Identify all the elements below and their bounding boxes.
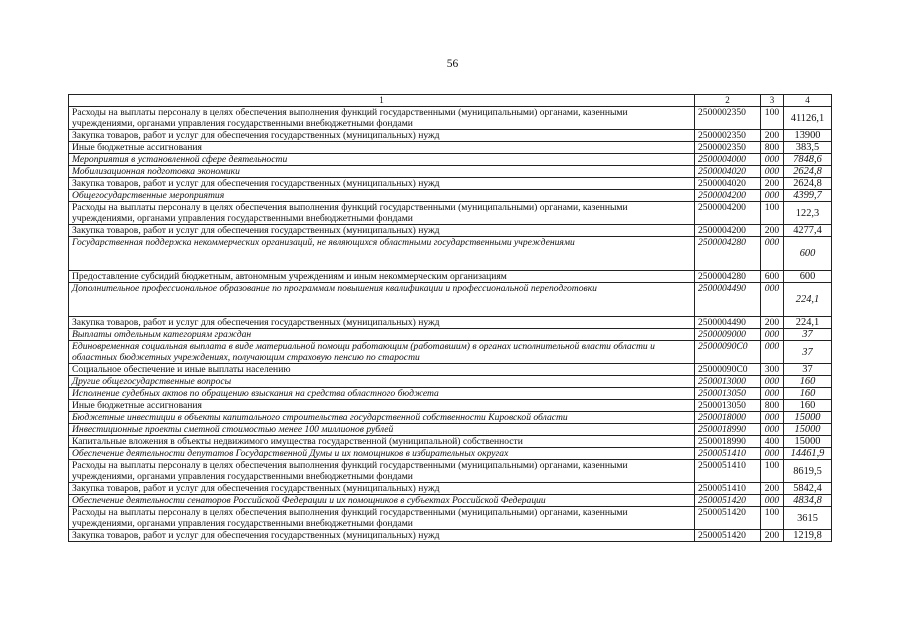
row-amount-cell: 600 xyxy=(784,271,832,283)
table-row xyxy=(69,166,832,178)
row-type-cell: 200 xyxy=(761,178,784,190)
table-row xyxy=(69,178,832,190)
row-type-cell: 000 xyxy=(761,388,784,400)
row-name-cell: Обеспечение деятельности депутатов Государственной Думы и их помощников в избирательных округах xyxy=(69,448,695,460)
table-row xyxy=(69,283,832,317)
row-name-cell: Закупка товаров, работ и услуг для обеспечения государственных (муниципальных) нужд xyxy=(69,530,695,542)
row-type-cell: 100 xyxy=(761,107,784,130)
header-cell-amount: 4 xyxy=(784,95,832,107)
header-cell-code: 2 xyxy=(695,95,761,107)
table-row xyxy=(69,190,832,202)
row-code-cell: 25000090С0 xyxy=(695,364,761,376)
page-number: 56 xyxy=(446,58,459,70)
row-code-cell: 2500009000 xyxy=(695,329,761,341)
table-row xyxy=(69,364,832,376)
row-type-cell: 800 xyxy=(761,142,784,154)
row-type-cell: 100 xyxy=(761,202,784,225)
row-amount-cell: 37 xyxy=(784,329,832,341)
row-name-cell: Закупка товаров, работ и услуг для обеспечения государственных (муниципальных) нужд xyxy=(69,483,695,495)
row-amount-cell: 2624,8 xyxy=(784,166,832,178)
row-type-cell: 200 xyxy=(761,225,784,237)
row-type-cell: 000 xyxy=(761,448,784,460)
row-amount-cell: 15000 xyxy=(784,436,832,448)
table-row xyxy=(69,237,832,271)
header-cell-type: 3 xyxy=(761,95,784,107)
row-type-cell: 000 xyxy=(761,412,784,424)
row-name-cell: Социальное обеспечение и иные выплаты населению xyxy=(69,364,695,376)
row-type-cell: 000 xyxy=(761,154,784,166)
row-name-cell: Обеспечение деятельности сенаторов Российской Федерации и их помощников в субъектах Российской Федерации xyxy=(69,495,695,507)
row-amount-cell: 160 xyxy=(784,376,832,388)
row-type-cell: 000 xyxy=(761,237,784,271)
table-row xyxy=(69,202,832,225)
row-name-cell: Другие общегосударственные вопросы xyxy=(69,376,695,388)
row-name-cell: Иные бюджетные ассигнования xyxy=(69,400,695,412)
row-name-cell: Общегосударственные мероприятия xyxy=(69,190,695,202)
table-row xyxy=(69,460,832,483)
table-row xyxy=(69,483,832,495)
row-amount-cell: 4399,7 xyxy=(784,190,832,202)
row-name-cell: Исполнение судебных актов по обращению взыскания на средства областного бюджета xyxy=(69,388,695,400)
row-name-cell: Выплаты отдельным категориям граждан xyxy=(69,329,695,341)
row-amount-cell: 4834,8 xyxy=(784,495,832,507)
row-type-cell: 000 xyxy=(761,329,784,341)
table-row xyxy=(69,142,832,154)
row-code-cell: 2500004200 xyxy=(695,190,761,202)
row-amount-cell: 37 xyxy=(784,364,832,376)
row-amount-cell: 224,1 xyxy=(784,283,832,317)
row-amount-cell: 15000 xyxy=(784,412,832,424)
row-code-cell: 2500002350 xyxy=(695,142,761,154)
table-row xyxy=(69,130,832,142)
row-type-cell: 000 xyxy=(761,424,784,436)
row-amount-cell: 7848,6 xyxy=(784,154,832,166)
row-code-cell: 2500002350 xyxy=(695,130,761,142)
row-code-cell: 2500004490 xyxy=(695,283,761,317)
budget-table xyxy=(68,94,832,542)
row-amount-cell: 14461,9 xyxy=(784,448,832,460)
table-row xyxy=(69,495,832,507)
table-row xyxy=(69,436,832,448)
row-amount-cell: 600 xyxy=(784,237,832,271)
row-name-cell: Дополнительное профессиональное образование по программам повышения квалификации и профессиональной переподготовки xyxy=(69,283,695,317)
table-row xyxy=(69,400,832,412)
row-name-cell: Закупка товаров, работ и услуг для обеспечения государственных (муниципальных) нужд xyxy=(69,225,695,237)
row-type-cell: 200 xyxy=(761,317,784,329)
row-name-cell: Государственная поддержка некоммерческих организаций, не являющихся областными государственными учреждениями xyxy=(69,237,695,271)
table-row xyxy=(69,154,832,166)
row-name-cell: Иные бюджетные ассигнования xyxy=(69,142,695,154)
row-type-cell: 300 xyxy=(761,364,784,376)
row-type-cell: 400 xyxy=(761,436,784,448)
row-amount-cell: 224,1 xyxy=(784,317,832,329)
row-code-cell: 2500051420 xyxy=(695,495,761,507)
row-amount-cell: 5842,4 xyxy=(784,483,832,495)
row-amount-cell: 8619,5 xyxy=(784,460,832,483)
row-type-cell: 000 xyxy=(761,166,784,178)
table-row xyxy=(69,530,832,542)
row-code-cell: 2500051420 xyxy=(695,530,761,542)
row-name-cell: Закупка товаров, работ и услуг для обеспечения государственных (муниципальных) нужд xyxy=(69,317,695,329)
row-code-cell: 2500004280 xyxy=(695,271,761,283)
header-cell-name: 1 xyxy=(69,95,695,107)
row-name-cell: Единовременная социальная выплата в виде материальной помощи работающим (работавшим) в органах исполнительной власти области и областных бюджетных учреждениях, получающим страховую пенсию по старости xyxy=(69,341,695,364)
row-amount-cell: 13900 xyxy=(784,130,832,142)
row-amount-cell: 3615 xyxy=(784,507,832,530)
row-name-cell: Капитальные вложения в объекты недвижимого имущества государственной (муниципальной) собственности xyxy=(69,436,695,448)
row-code-cell: 2500013000 xyxy=(695,376,761,388)
row-code-cell: 2500004200 xyxy=(695,202,761,225)
row-name-cell: Бюджетные инвестиции в объекты капитального строительства государственной собственности Кировской области xyxy=(69,412,695,424)
row-amount-cell: 4277,4 xyxy=(784,225,832,237)
row-code-cell: 2500004200 xyxy=(695,225,761,237)
table-row xyxy=(69,317,832,329)
table-row xyxy=(69,507,832,530)
row-type-cell: 000 xyxy=(761,495,784,507)
row-amount-cell: 383,5 xyxy=(784,142,832,154)
row-type-cell: 200 xyxy=(761,483,784,495)
row-code-cell: 2500004280 xyxy=(695,237,761,271)
row-name-cell: Закупка товаров, работ и услуг для обеспечения государственных (муниципальных) нужд xyxy=(69,130,695,142)
row-code-cell: 2500018990 xyxy=(695,424,761,436)
row-name-cell: Расходы на выплаты персоналу в целях обеспечения выполнения функций государственными (муниципальными) органами, казенными учреждениями, органами управления государственными внебюджетными фондами xyxy=(69,202,695,225)
row-type-cell: 100 xyxy=(761,460,784,483)
row-amount-cell: 160 xyxy=(784,400,832,412)
row-type-cell: 000 xyxy=(761,283,784,317)
row-type-cell: 200 xyxy=(761,530,784,542)
table-row xyxy=(69,107,832,130)
table-body xyxy=(69,107,832,542)
table-row xyxy=(69,412,832,424)
row-amount-cell: 15000 xyxy=(784,424,832,436)
row-code-cell: 2500018000 xyxy=(695,412,761,424)
row-code-cell: 2500051420 xyxy=(695,507,761,530)
row-name-cell: Расходы на выплаты персоналу в целях обеспечения выполнения функций государственными (муниципальными) органами, казенными учреждениями, органами управления государственными внебюджетными фондами xyxy=(69,507,695,530)
row-amount-cell: 1219,8 xyxy=(784,530,832,542)
row-type-cell: 000 xyxy=(761,190,784,202)
row-code-cell: 2500004000 xyxy=(695,154,761,166)
row-name-cell: Мобилизационная подготовка экономики xyxy=(69,166,695,178)
row-code-cell: 2500051410 xyxy=(695,483,761,495)
row-code-cell: 2500004020 xyxy=(695,178,761,190)
table-row xyxy=(69,448,832,460)
row-code-cell: 2500004490 xyxy=(695,317,761,329)
row-type-cell: 000 xyxy=(761,376,784,388)
row-name-cell: Инвестиционные проекты сметной стоимостью менее 100 миллионов рублей xyxy=(69,424,695,436)
row-code-cell: 2500002350 xyxy=(695,107,761,130)
row-code-cell: 2500051410 xyxy=(695,460,761,483)
row-type-cell: 000 xyxy=(761,341,784,364)
row-code-cell: 25000090С0 xyxy=(695,341,761,364)
row-code-cell: 2500013050 xyxy=(695,388,761,400)
row-name-cell: Мероприятия в установленной сфере деятельности xyxy=(69,154,695,166)
row-amount-cell: 122,3 xyxy=(784,202,832,225)
row-type-cell: 200 xyxy=(761,130,784,142)
row-type-cell: 100 xyxy=(761,507,784,530)
row-name-cell: Расходы на выплаты персоналу в целях обеспечения выполнения функций государственными (муниципальными) органами, казенными учреждениями, органами управления государственными внебюджетными фондами xyxy=(69,107,695,130)
table-header-row xyxy=(69,95,832,107)
row-amount-cell: 41126,1 xyxy=(784,107,832,130)
table-row xyxy=(69,329,832,341)
row-amount-cell: 160 xyxy=(784,388,832,400)
row-type-cell: 800 xyxy=(761,400,784,412)
row-amount-cell: 2624,8 xyxy=(784,178,832,190)
row-type-cell: 600 xyxy=(761,271,784,283)
table-row xyxy=(69,271,832,283)
table-row xyxy=(69,388,832,400)
row-name-cell: Предоставление субсидий бюджетным, автономным учреждениям и иным некоммерческим организациям xyxy=(69,271,695,283)
row-name-cell: Расходы на выплаты персоналу в целях обеспечения выполнения функций государственными (муниципальными) органами, казенными учреждениями, органами управления государственными внебюджетными фондами xyxy=(69,460,695,483)
table-row xyxy=(69,424,832,436)
row-code-cell: 2500051410 xyxy=(695,448,761,460)
table-row xyxy=(69,376,832,388)
row-amount-cell: 37 xyxy=(784,341,832,364)
table-row xyxy=(69,341,832,364)
row-code-cell: 2500004020 xyxy=(695,166,761,178)
row-name-cell: Закупка товаров, работ и услуг для обеспечения государственных (муниципальных) нужд xyxy=(69,178,695,190)
row-code-cell: 2500018990 xyxy=(695,436,761,448)
row-code-cell: 2500013050 xyxy=(695,400,761,412)
table-row xyxy=(69,225,832,237)
